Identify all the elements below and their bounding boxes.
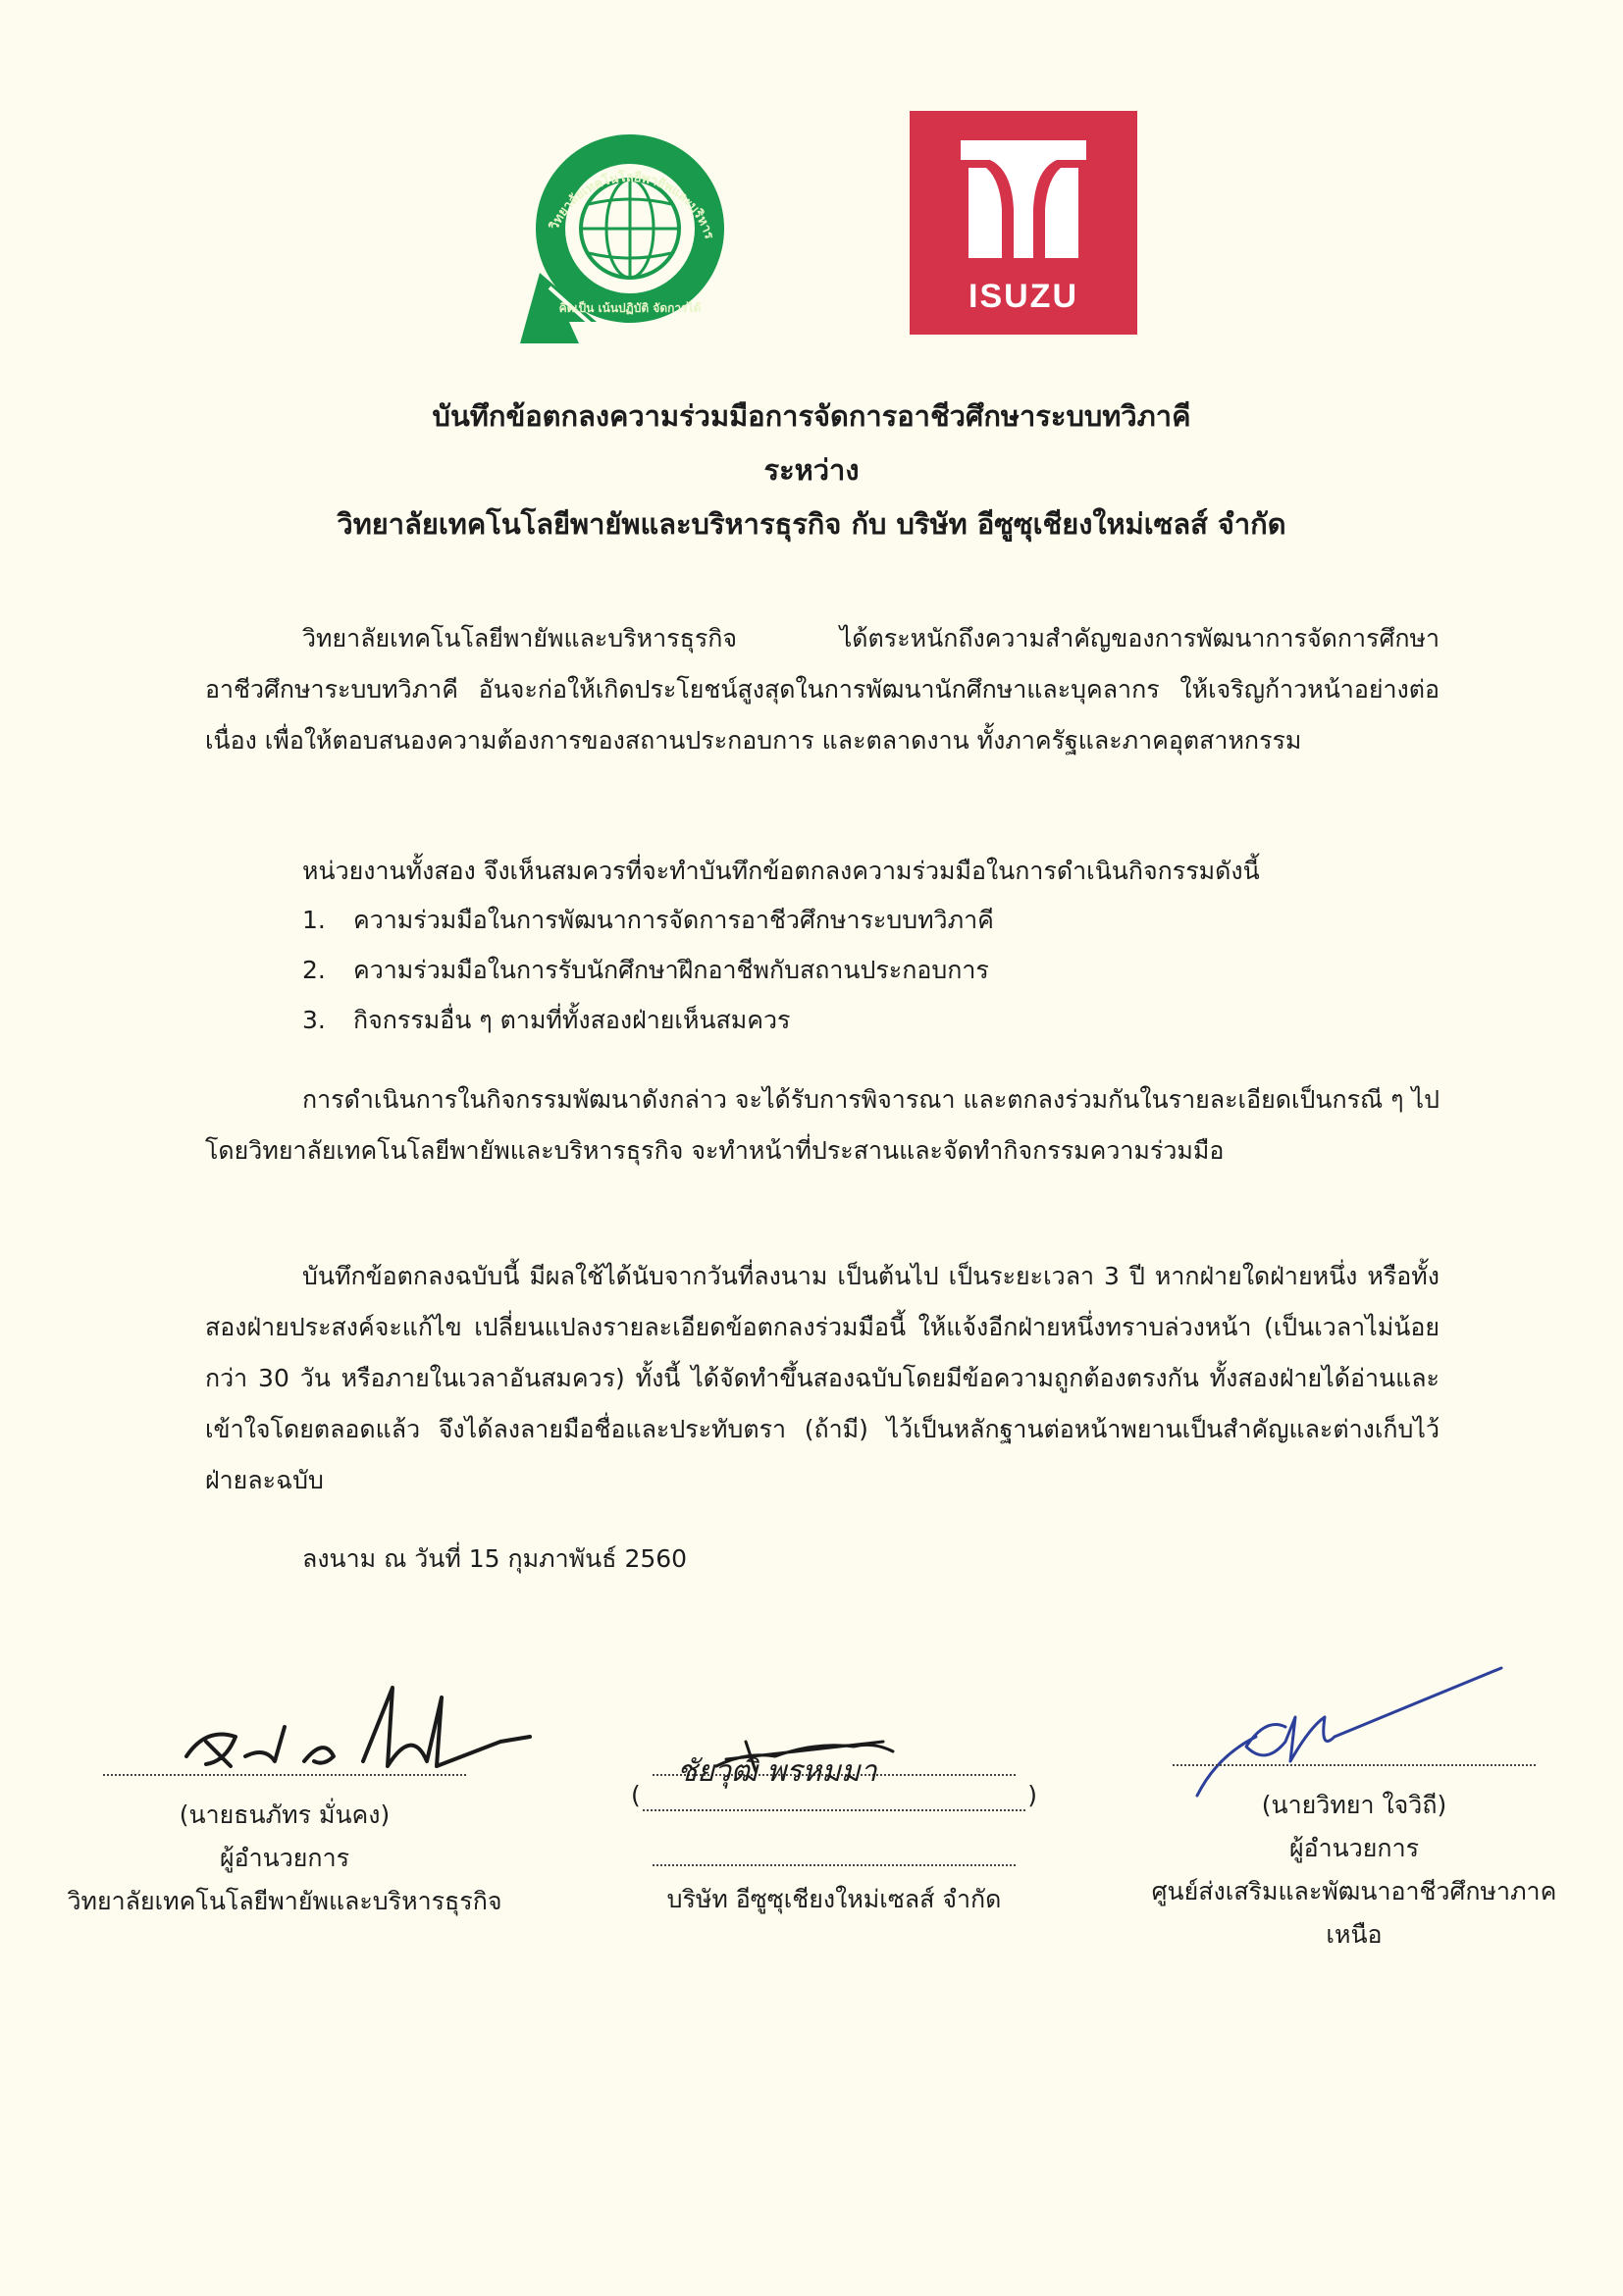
list-item-text: ความร่วมมือในการพัฒนาการจัดการอาชีวศึกษาระบบทวิภาคี [353,906,994,934]
signing-date: ลงนาม ณ วันที่ 15 กุมภาพันธ์ 2560 [302,1544,688,1573]
list-item [302,1001,790,1040]
list-item-number: 1. [302,906,326,934]
list-item [302,951,989,990]
college-emblem-graphic [510,126,741,346]
paragraph-agreement-scope: หน่วยงานทั้งสอง จึงเห็นสมควรที่จะทำบันทึกข้อตกลงความร่วมมือในการดำเนินกิจกรรมดังนี้ [302,857,1260,885]
list-item-number: 2. [302,956,326,984]
position-line-middle [653,1864,1016,1866]
emblem-arc-text: วิทยาลัยเทคโนโลยีพายัพและบริหาร [547,170,716,241]
handwritten-name-middle: ชัยวุฒิ พรหมมา [677,1754,877,1789]
signatory-name-middle-field: ชัยวุฒิ พรหมมา ( ) [608,1780,1060,1825]
document-title-parties: วิทยาลัยเทคโนโลยีพายัพและบริหารธุรกิจ กับ บริษัท อีซูซุเชียงใหม่เซลส์ จำกัด [337,507,1286,541]
isuzu-wordmark: ISUZU [969,278,1078,315]
isuzu-logo-graphic [910,111,1137,335]
signatory-org-middle: บริษัท อีซูซุเชียงใหม่เซลส์ จำกัด [666,1885,1002,1913]
paragraph-implementation: การดำเนินการในกิจกรรมพัฒนาดังกล่าว จะได้รับการพิจารณา และตกลงร่วมกันในรายละเอียดเป็นกรณี ๆ ไป โดยวิทยาลัยเทคโนโลยีพายัพและบริหารธุรกิจ จะทำหน้าที่ประสานและจัดทำกิจกรรมความร่วมมือ [205,1085,1440,1165]
document-title: บันทึกข้อตกลงความร่วมมือการจัดการอาชีวศึกษาระบบทวิภาคี [432,399,1191,433]
signatory-org-left: วิทยาลัยเทคโนโลยีพายัพและบริหารธุรกิจ [67,1887,502,1915]
signature-block-middle [608,1661,1060,1921]
document-title-between: ระหว่าง [763,453,860,487]
signature-line-left [103,1774,466,1776]
list-item [302,901,994,940]
list-item-text: ความร่วมมือในการรับนักศึกษาฝึกอาชีพกับสถานประกอบการ [353,956,989,984]
signatory-name-left: (นายธนภัทร มั่นคง) [179,1800,391,1829]
list-item-number: 3. [302,1006,326,1034]
signatory-org-right: ศูนย์ส่งเสริมและพัฒนาอาชีวศึกษาภาคเหนือ [1151,1877,1557,1949]
signature-block-left [59,1661,510,1923]
list-item-text: กิจกรรมอื่น ๆ ตามที่ทั้งสองฝ่ายเห็นสมควร [353,1006,791,1034]
paragraph-intro: วิทยาลัยเทคโนโลยีพายัพและบริหารธุรกิจ ได้ตระหนักถึงความสำคัญของการพัฒนาการจัดการศึกษาอาชีวศึกษาระบบทวิภาคี อันจะก่อให้เกิดประโยชน์สูงสุดในการพัฒนานักศึกษาและบุคลากร ให้เจริญก้าวหน้าอย่างต่อเนื่อง เพื่อให้ตอบสนองความต้องการของสถานประกอบการ และตลาดงาน ทั้งภาครัฐและภาคอุตสาหกรรม [205,624,1440,755]
college-emblem-logo [510,126,741,346]
signatory-name-right: (นายวิทยา ใจวิถี) [1261,1791,1447,1819]
paragraph-terms: บันทึกข้อตกลงฉบับนี้ มีผลใช้ได้นับจากวันที่ลงนาม เป็นต้นไป เป็นระยะเวลา 3 ปี หากฝ่ายใดฝ่ายหนึ่ง หรือทั้งสองฝ่ายประสงค์จะแก้ไข เปลี่ยนแปลงรายละเอียดข้อตกลงร่วมมือนี้ ให้แจ้งอีกฝ่ายหนึ่งทราบล่วงหน้า (เป็นเวลาไม่น้อยกว่า 30 วัน หรือภายในเวลาอันสมควร) ทั้งนี้ ได้จัดทำขึ้นสองฉบับโดยมีข้อความถูกต้องตรงกัน ทั้งสองฝ่ายได้อ่านและเข้าใจโดยตลอดแล้ว จึงได้ลงลายมือชื่อและประทับตรา (ถ้ามี) ไว้เป็นหลักฐานต่อหน้าพยานเป็นสำคัญและต่างเก็บไว้ฝ่ายละฉบับ [205,1262,1440,1494]
signatory-position-left: ผู้อำนวยการ [219,1844,350,1872]
emblem-motto: คิดเป็น เน้นปฏิบัติ จัดการได้ [558,301,702,315]
isuzu-logo [910,111,1137,335]
signatory-position-right: ผู้อำนวยการ [1288,1834,1420,1862]
signature-block-right [1128,1651,1580,1957]
signature-line-right [1173,1764,1536,1766]
